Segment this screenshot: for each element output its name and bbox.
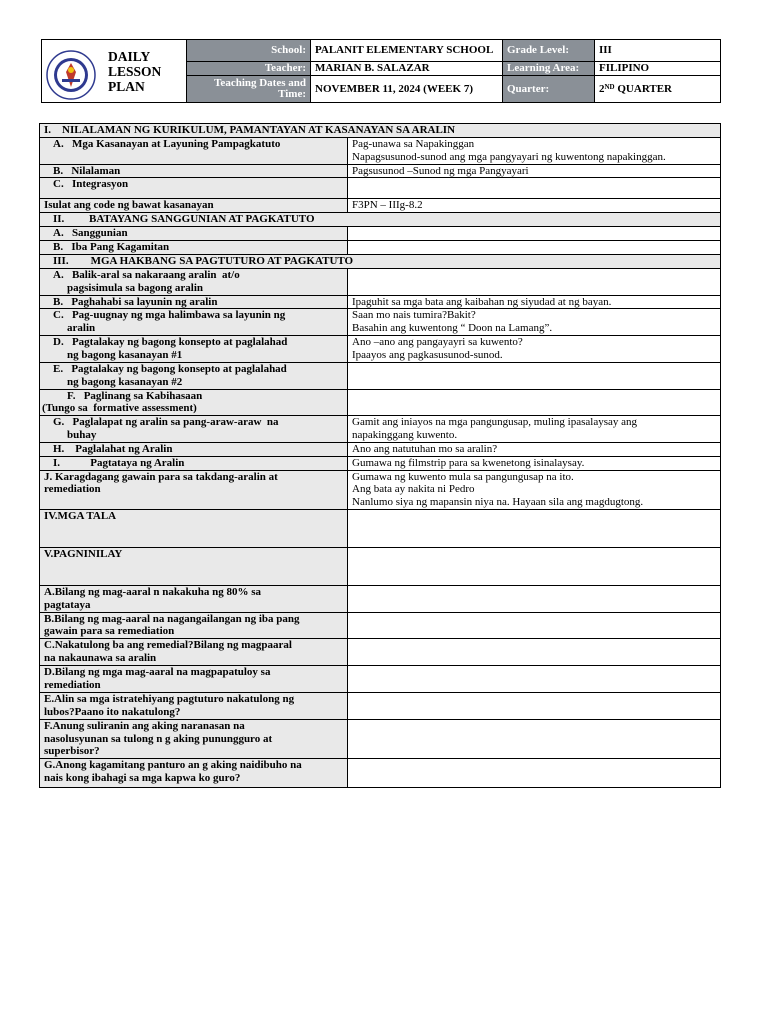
row-nilalaman-value: Pagsusunod –Sunod ng mga Pangyayari (348, 164, 721, 178)
grade-label: Grade Level: (503, 40, 595, 62)
row-sanggunian-value (348, 227, 721, 241)
row-pagtalakay-2-value (348, 362, 721, 389)
row-reflection-e-value (348, 693, 721, 720)
row-sanggunian-label: A. Sanggunian (40, 227, 348, 241)
row-balik-aral-value (348, 268, 721, 295)
row-pagninilay-label: V.PAGNINILAY (40, 547, 348, 585)
row-reflection-c-label: C.Nakatulong ba ang remedial?Bilang ng magpaaral na nakaunawa sa aralin (40, 639, 348, 666)
row-mga-tala-label: IV.MGA TALA (40, 509, 348, 547)
lesson-plan-table (39, 123, 721, 788)
dates-label: Teaching Dates and Time: (187, 76, 311, 103)
school-value: PALANIT ELEMENTARY SCHOOL (311, 40, 503, 62)
row-kasanayan-label: A. Mga Kasanayan at Layuning Pampagkatuto (40, 138, 348, 165)
row-reflection-g-value (348, 759, 721, 788)
row-karagdagan-label: J. Karagdagang gawain para sa takdang-aralin at remediation (40, 470, 348, 509)
row-reflection-a-label: A.Bilang ng mag-aaral n nakakuha ng 80% sa pagtataya (40, 585, 348, 612)
area-label: Learning Area: (503, 62, 595, 76)
row-reflection-g-label: G.Anong kagamitang panturo an g aking naidibuho na nais kong ibahagi sa mga kapwa ko guro? (40, 759, 348, 788)
section-2-heading: II. BATAYANG SANGGUNIAN AT PAGKATUTO (40, 213, 721, 227)
deped-seal-icon (46, 50, 96, 100)
row-code-value: F3PN – IIIg-8.2 (348, 199, 721, 213)
area-value: FILIPINO (595, 62, 721, 76)
row-paglalapat-label: G. Paglalapat ng aralin sa pang-araw-araw na buhay (40, 416, 348, 443)
row-integrasyon-label: C. Integrasyon (40, 178, 348, 199)
row-paglinang-value (348, 389, 721, 416)
row-kasanayan-value: Pag-unawa sa Napakinggan Napagsusunod-sunod ang mga pangyayari ng kuwentong napakinggan. (348, 138, 721, 165)
row-reflection-b-value (348, 612, 721, 639)
row-reflection-d-label: D.Bilang ng mga mag-aaral na magpapatuloy sa remediation (40, 666, 348, 693)
row-kagamitan-value (348, 241, 721, 255)
dates-value: NOVEMBER 11, 2024 (WEEK 7) (311, 76, 503, 103)
row-reflection-f-value (348, 719, 721, 758)
row-reflection-d-value (348, 666, 721, 693)
row-paglalapat-value: Gamit ang iniayos na mga pangungusap, muling ipasalaysay ang napakinggang kuwento. (348, 416, 721, 443)
row-reflection-a-value (348, 585, 721, 612)
row-reflection-f-label: F.Anung suliranin ang aking naranasan na nasolusyunan sa tulong n g aking punungguro at superbisor? (40, 719, 348, 758)
school-label: School: (187, 40, 311, 62)
row-pagninilay-value (348, 547, 721, 585)
row-reflection-c-value (348, 639, 721, 666)
row-karagdagan-value: Gumawa ng kuwento mula sa pangungusap na ito. Ang bata ay nakita ni Pedro Nanlumo siya ng mapansin niya na. Hayaan sila ang magdugtong. (348, 470, 721, 509)
row-paghahabi-label: B. Paghahabi sa layunin ng aralin (40, 295, 348, 309)
row-pagtalakay-1-label: D. Pagtalakay ng bagong konsepto at paglalahad ng bagong kasanayan #1 (40, 336, 348, 363)
row-pagtataya-label: I. Pagtataya ng Aralin (40, 456, 348, 470)
title-daily: DAILY (108, 48, 151, 64)
row-pag-uugnay-value: Saan mo nais tumira?Bakit? Basahin ang kuwentong “ Doon na Lamang”. (348, 309, 721, 336)
row-paglalahat-value: Ano ang natutuhan mo sa aralin? (348, 442, 721, 456)
row-integrasyon-value (348, 178, 721, 199)
section-3-heading: III. MGA HAKBANG SA PAGTUTURO AT PAGKATUTO (40, 254, 721, 268)
row-pagtataya-value: Gumawa ng filmstrip para sa kwenetong isinalaysay. (348, 456, 721, 470)
section-1-heading: I. NILALAMAN NG KURIKULUM, PAMANTAYAN AT KASANAYAN SA ARALIN (40, 124, 721, 138)
row-reflection-b-label: B.Bilang ng mag-aaral na nagangailangan ng iba pang gawain para sa remediation (40, 612, 348, 639)
row-balik-aral-label: A. Balik-aral sa nakaraang aralin at/o pagsisimula sa bagong aralin (40, 268, 348, 295)
row-code-label: Isulat ang code ng bawat kasanayan (40, 199, 348, 213)
row-paglalahat-label: H. Paglalahat ng Aralin (40, 442, 348, 456)
row-nilalaman-label: B. Nilalaman (40, 164, 348, 178)
header-title-cell (42, 40, 187, 103)
grade-value: III (595, 40, 721, 62)
row-pag-uugnay-label: C. Pag-uugnay ng mga halimbawa sa layunin ng aralin (40, 309, 348, 336)
row-paglinang-label: F. Paglinang sa Kabihasaan (Tungo sa formative assessment) (40, 389, 348, 416)
title-plan: PLAN (108, 78, 145, 94)
row-pagtalakay-1-value: Ano –ano ang pangayayri sa kuwento? Ipaayos ang pagkasusunod-sunod. (348, 336, 721, 363)
quarter-value: 2ND QUARTER (595, 76, 721, 103)
header-table (41, 39, 721, 103)
row-reflection-e-label: E.Alin sa mga istratehiyang pagtuturo nakatulong ng lubos?Paano ito nakatulong? (40, 693, 348, 720)
row-mga-tala-value (348, 509, 721, 547)
teacher-label: Teacher: (187, 62, 311, 76)
row-paghahabi-value: Ipaguhit sa mga bata ang kaibahan ng siyudad at ng bayan. (348, 295, 721, 309)
quarter-label: Quarter: (503, 76, 595, 103)
title-lesson: LESSON (108, 63, 162, 79)
row-pagtalakay-2-label: E. Pagtalakay ng bagong konsepto at paglalahad ng bagong kasanayan #2 (40, 362, 348, 389)
teacher-value: MARIAN B. SALAZAR (311, 62, 503, 76)
row-kagamitan-label: B. Iba Pang Kagamitan (40, 241, 348, 255)
